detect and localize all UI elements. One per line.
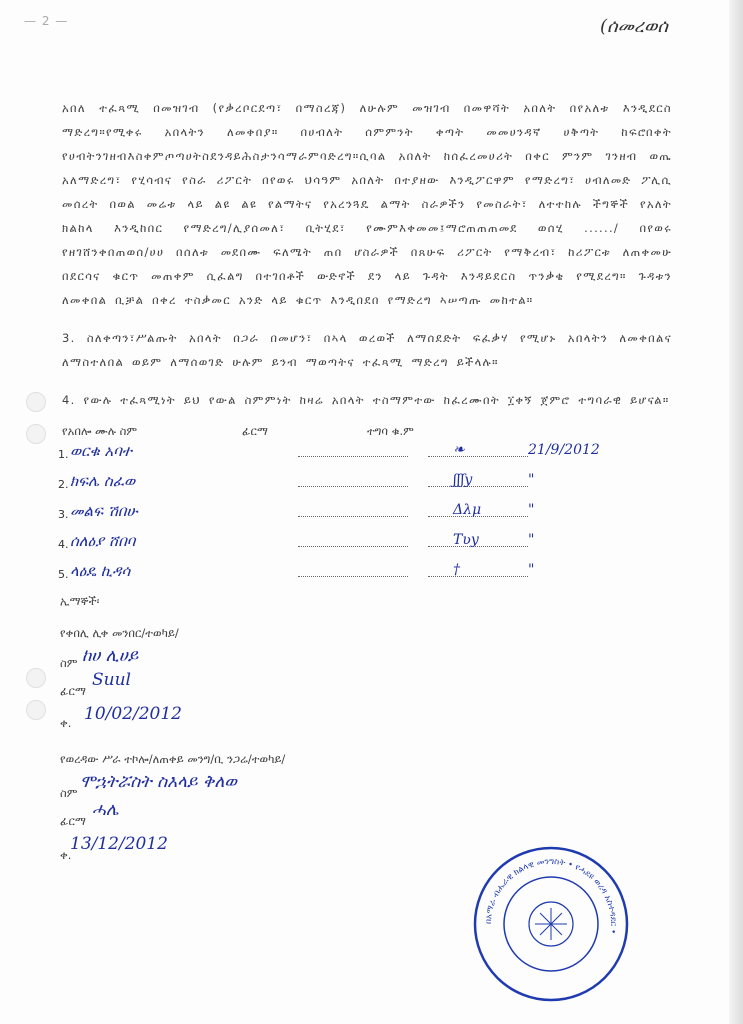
receiver-name-label: ስም <box>60 656 78 670</box>
row-number: 3. <box>58 508 69 521</box>
scan-mark: — 2 — <box>24 14 69 28</box>
signatory-date: " <box>528 532 535 548</box>
col-date: ተግባ ቁ.ም <box>367 424 414 438</box>
punch-hole <box>26 668 46 688</box>
officer-name-label: ስም <box>60 786 78 800</box>
witnesses-heading: ኢማኞች፡ <box>60 594 100 608</box>
signature-line <box>298 456 408 457</box>
date-line <box>428 456 528 457</box>
signature-mark: ❧ <box>453 442 465 458</box>
stamp-text: በአማራ ብሔራዊ ክልላዊ መንግስት • የሓደዩ ወረዳ አስተዳደር • <box>483 856 619 935</box>
signature-mark: ʃʃʃy <box>453 472 473 488</box>
col-signature: ፊርማ <box>242 424 268 438</box>
signatory-name: መልፍ ሽበሁ <box>70 502 138 520</box>
emblem-star-icon <box>535 908 567 940</box>
officer-name: ሞኋትሯስት ስእላይ ቅለወ <box>80 772 237 792</box>
signatory-name: ወርቁ አባተ <box>70 442 132 460</box>
officer-date-label: ቀ. <box>60 848 72 862</box>
date-line <box>428 576 528 577</box>
signature-line <box>298 486 408 487</box>
signature-mark: † <box>453 562 460 578</box>
date-line <box>428 486 528 487</box>
official-stamp <box>472 845 630 1003</box>
signatory-row <box>58 562 618 586</box>
signatory-date: 21/9/2012 <box>528 442 600 458</box>
officer-title: የወረዳው ሥራ ተኮሎ/ለጠቀይ መንግ/ቢ ንጋሬ/ተወካይ/ <box>60 752 286 766</box>
receiver-signature: Suul <box>92 670 131 690</box>
signatory-row <box>58 532 618 556</box>
receiver-date: 10/02/2012 <box>84 704 182 724</box>
receiver-sign-label: ፊርማ <box>60 684 86 698</box>
page-edge <box>729 0 743 1024</box>
row-number: 4. <box>58 538 69 551</box>
officer-signature: ሓሌ <box>92 800 119 820</box>
signatory-row <box>58 442 618 466</box>
signatory-date: " <box>528 472 535 488</box>
row-number: 2. <box>58 478 69 491</box>
punch-hole <box>26 392 46 412</box>
officer-sign-label: ፊርማ <box>60 814 86 828</box>
receiver-date-label: ቀ. <box>60 716 72 730</box>
col-name: የአበሎ ሙሉ ስም <box>62 424 138 438</box>
signatory-name: ክፍሌ ስፈወ <box>70 472 136 490</box>
signature-mark: Δλμ <box>453 502 482 518</box>
signatory-row <box>58 502 618 526</box>
paragraph-4: 4. የውሉ ተፈጻሚነት ይህ የውል ስምምነት ከዛሬ አበላት ተስማምተው ከፈረሙበት ፲ቀኝ ጀምሮ ተግባራዊ ይሆናል። <box>62 393 670 407</box>
signature-line <box>298 546 408 547</box>
signature-mark: Tʋy <box>453 532 479 548</box>
signature-line <box>298 576 408 577</box>
signatory-date: " <box>528 562 535 578</box>
row-number: 1. <box>58 448 69 461</box>
signature-line <box>298 516 408 517</box>
receiver-title: የቀበሊ ሊቀ መንበር/ተወካይ/ <box>60 626 179 640</box>
punch-hole <box>26 424 46 444</box>
signatory-date: " <box>528 502 535 518</box>
paragraph-duties: አበለ ተፈጻሚ በመዝገብ (የቃረቦርደጣ፣ በማስረጃ) ለሁሉም መዝገብ በመዋሻት አበለት በየአለቱ እንዲደርስ ማድረግ።የሚቀሩ አበላትን ለመቀበያ። በሀብለት ሰምምንት ቀጣት መመሀንዳኛ ሀቅጣት ከፍሮበቀት የሀብትንገዘብእስቀምጦጣሀትስደንዳይሕስታንሳማራምባድረግ።ሲባል አበለት ከሰፈረመሀሪት በቀር ምንም ገንዘብ ወጤ አለማድረግ፣ የሂሳብና የስራ ሪፖርት በየወሩ ህሳዓም አበለት በተያዘው እንዲፖርዋም የማድረግ፣ ሀብለመድ ፖሊሲ መሰረት በወል መሬቱ ላይ ልዩ ልዩ የልማትና የአረንጓዴ ልማት ስራዎችን የመስራት፣ ለተተከሉ ችግኞች የአለት ክልከላ እንዲከበር የማድረግ/ሊያሰመለ፣ ቢትሂደ፣ የሙምእቀመመ፤ማሮጠጠጠመደ ወሰሂ ....../ በየወሩ የዘገሸንቀበጠወሰ/ሀሀ በሰለቱ መደበሙ ፍለሜት ጠበ ሆስራዎች በጸሁፍ ሪፖርት የማቅረብ፣ ከሪፖርቱ ለጠቀመሁ በደርሳና ቁርጥ መጠቀም ሲፈልግ በተገበቶች ውድኖች ደን ላይ ጉዳት እንዳይደርስ ጥንቃቄ የሚደረግ። ጉዳቱን ለመቀበል ቢቻል በቀረ ተስቃመር አንድ ላይ ቁርጥ እንዲበደበ የማድረግ ኣሠጣጡ መከተል። <box>62 101 672 307</box>
row-number: 5. <box>58 568 69 581</box>
corner-handwriting: (ሰመረወሰ <box>600 16 668 37</box>
signatory-name: ሰለዕያ ሸበባ <box>70 532 136 550</box>
receiver-name: ከሀ ሊሀይ <box>82 646 139 666</box>
officer-date: 13/12/2012 <box>70 834 168 854</box>
paragraph-3: 3. ስለቀጣን፣ሥልጡት አበላት በጋራ በመሆን፣ በኣላ ወረወች ለማሰደድት ፍፈቃሃ የሚሆኑ አበላትን ለመቀበልና ለማስተለበል ወይም ለማሰወገድ ሁሉም ይንብ ማወጣትና ተፈጻሚ ማድረግ ይችላሉ። <box>62 331 672 369</box>
signatory-name: ላዕዴ ኪዳሳ <box>70 562 131 580</box>
punch-hole <box>26 700 46 720</box>
signatory-row <box>58 472 618 496</box>
contract-body <box>62 96 672 412</box>
